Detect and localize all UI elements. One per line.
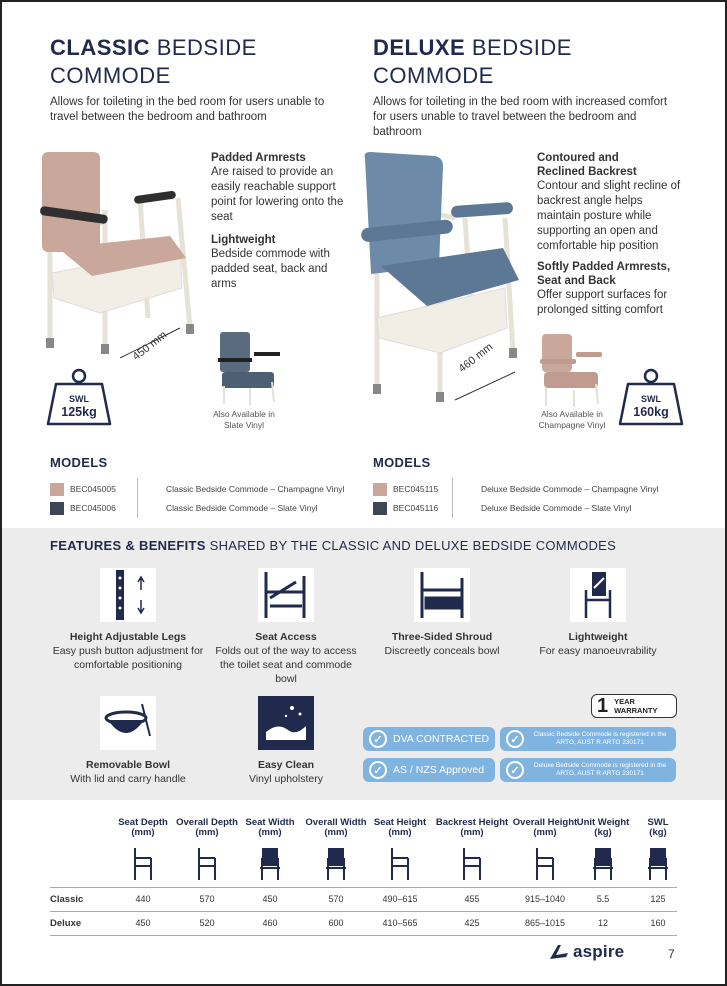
- check-icon: ✓: [506, 761, 524, 779]
- classic-swl-badge: [44, 368, 114, 420]
- feature-desc: Discreetly conceals bowl: [384, 645, 500, 657]
- deluxe-feature-text: Offer support surfaces for prolonged sitting comfort: [537, 289, 668, 316]
- feature-height-adjustable: [50, 568, 206, 672]
- deluxe-feature-heading: Contoured and Reclined Backrest: [537, 152, 637, 178]
- feature-name: Removable Bowl: [85, 759, 171, 771]
- shroud-icon: [414, 568, 470, 622]
- feature-removable-bowl: [50, 696, 206, 786]
- features-title: FEATURES & BENEFITS SHARED BY THE CLASSIC AND DELUXE BEDSIDE COMMODES: [50, 538, 617, 553]
- deluxe-feature-text: Contour and slight recline of backrest angle helps maintain posture while supporting an open and comfortable hip position: [537, 180, 681, 252]
- model-code: BEC045006: [70, 503, 116, 513]
- deluxe-dimension: 460 mm: [456, 341, 496, 375]
- spec-cell: 570: [199, 894, 215, 904]
- table-rule: [50, 887, 677, 888]
- classic-feature-text: Bedside commode with padded seat, back and arms: [211, 248, 330, 290]
- check-icon: ✓: [506, 730, 524, 748]
- deluxe-title: DELUXE BEDSIDE COMMODE: [373, 35, 572, 88]
- color-swatch: [50, 502, 64, 515]
- spec-cell: 865–1015: [524, 918, 566, 928]
- model-row: [373, 500, 632, 516]
- classic-title: CLASSIC BEDSIDE COMMODE: [50, 35, 257, 88]
- spec-cell: 915–1040: [524, 894, 566, 904]
- deluxe-swl-label: SWL: [641, 394, 661, 404]
- model-name: Deluxe Bedside Commode – Slate Vinyl: [481, 503, 632, 513]
- deluxe-also-available: Also Available in Champagne Vinyl: [538, 409, 606, 430]
- deluxe-description: Allows for toileting in the bed room with increased comfort for users unable to travel between the bedroom and bathroom: [373, 96, 668, 138]
- as-nzs-badge: ✓ AS / NZS Approved: [363, 758, 495, 782]
- classic-models-title: MODELS: [50, 455, 108, 470]
- feature-name: Easy Clean: [257, 759, 315, 771]
- page-number: 7: [668, 947, 675, 961]
- spec-chair-icon: [532, 846, 558, 882]
- color-swatch: [50, 483, 64, 496]
- spec-cell: 600: [328, 918, 344, 928]
- feature-desc: With lid and carry handle: [70, 773, 186, 785]
- deluxe-swl-value: 160kg: [633, 405, 669, 419]
- spec-column-header: Backrest Height (mm): [435, 817, 509, 838]
- spec-cell: 425: [464, 918, 480, 928]
- color-swatch: [373, 483, 387, 496]
- spec-chair-icon: [257, 846, 283, 882]
- spec-cell: 5.5: [596, 894, 610, 904]
- spec-row-label: Classic: [50, 894, 84, 905]
- model-name: Classic Bedside Commode – Champagne Vinyl: [166, 484, 345, 494]
- adjustable-leg-icon: [100, 568, 156, 622]
- spec-chair-icon: [645, 846, 671, 882]
- dva-contracted-badge: ✓ DVA CONTRACTED: [363, 727, 495, 751]
- table-rule: [50, 935, 677, 936]
- deluxe-champagne-thumbnail: [536, 332, 606, 408]
- model-code: BEC045116: [393, 503, 439, 513]
- lightweight-chair-icon: [570, 568, 626, 622]
- model-code: BEC045115: [393, 484, 439, 494]
- classic-feature-text: Are raised to provide an easily reachable support point for lowering onto the seat: [211, 166, 344, 223]
- feature-three-sided-shroud: [364, 568, 520, 658]
- model-row: [50, 500, 318, 516]
- model-name: Deluxe Bedside Commode – Champagne Vinyl: [481, 484, 659, 494]
- classic-features: [211, 151, 353, 292]
- spec-column-header: Overall Height (mm): [512, 817, 578, 838]
- classic-artg-badge: ✓ Classic Bedside Commode is registered in the ARTG, AUST R ARTG 230171: [500, 727, 676, 751]
- classic-feature-heading: Lightweight: [211, 234, 276, 246]
- feature-seat-access: [208, 568, 364, 686]
- spec-column-header: Seat Height (mm): [373, 817, 427, 838]
- spec-cell: 440: [135, 894, 151, 904]
- spec-column-header: Seat Width (mm): [245, 817, 295, 838]
- spec-cell: 125: [650, 894, 666, 904]
- spec-chair-icon: [459, 846, 485, 882]
- classic-feature-heading: Padded Armrests: [211, 152, 306, 164]
- spec-chair-icon: [387, 846, 413, 882]
- color-swatch: [373, 502, 387, 515]
- feature-name: Lightweight: [568, 631, 628, 643]
- spec-cell: 160: [650, 918, 666, 928]
- bowl-icon: [100, 696, 156, 750]
- warranty-text: YEAR WARRANTY: [614, 697, 658, 715]
- warranty-number: 1: [597, 694, 609, 717]
- classic-slate-thumbnail: [214, 330, 284, 406]
- spec-column-header: SWL (kg): [647, 817, 669, 838]
- check-icon: ✓: [369, 730, 387, 748]
- feature-name: Seat Access: [255, 631, 317, 643]
- model-name: Classic Bedside Commode – Slate Vinyl: [166, 503, 318, 513]
- table-rule: [50, 911, 677, 912]
- classic-description: Allows for toileting in the bed room for users unable to travel between the bedroom and bathroom: [50, 96, 325, 123]
- spec-row-label: Deluxe: [50, 918, 82, 929]
- spec-chair-icon: [130, 846, 156, 882]
- classic-chair-image: [30, 148, 210, 358]
- aspire-mark-icon: [548, 943, 570, 961]
- deluxe-swl-badge: [616, 368, 686, 420]
- spec-chair-icon: [323, 846, 349, 882]
- classic-swl-label: SWL: [69, 394, 89, 404]
- feature-lightweight: [520, 568, 676, 658]
- spec-cell: 450: [262, 894, 278, 904]
- feature-easy-clean: [208, 696, 364, 786]
- warranty-badge: [591, 694, 677, 718]
- spec-cell: 490–615: [382, 894, 418, 904]
- deluxe-artg-badge: ✓ Deluxe Bedside Commode is registered in the ARTG, AUST R ARTG 230171: [500, 758, 676, 782]
- feature-desc: Easy push button adjustment for comfortable positioning: [52, 645, 204, 671]
- deluxe-chair-image: [355, 148, 535, 408]
- easy-clean-icon: [258, 696, 314, 750]
- spec-cell: 410–565: [382, 918, 418, 928]
- aspire-logo: aspire: [548, 942, 624, 962]
- spec-cell: 460: [262, 918, 278, 928]
- feature-desc: For easy manoeuvrability: [539, 645, 657, 657]
- feature-name: Height Adjustable Legs: [69, 631, 187, 643]
- spec-cell: 450: [135, 918, 151, 928]
- spec-cell: 455: [464, 894, 480, 904]
- seat-access-icon: [258, 568, 314, 622]
- spec-column-header: Unit Weight (kg): [576, 817, 630, 838]
- classic-dimension: 450 mm: [130, 329, 170, 363]
- spec-cell: 12: [597, 918, 608, 928]
- spec-column-header: Seat Depth (mm): [118, 817, 168, 838]
- classic-also-available: Also Available in Slate Vinyl: [213, 409, 275, 430]
- feature-name: Three-Sided Shroud: [391, 631, 493, 643]
- feature-desc: Vinyl upholstery: [249, 773, 323, 785]
- spec-column-header: Overall Width (mm): [305, 817, 367, 838]
- spec-chair-icon: [194, 846, 220, 882]
- model-code: BEC045005: [70, 484, 116, 494]
- feature-desc: Folds out of the way to access the toilet seat and commode bowl: [215, 645, 357, 685]
- model-row: [373, 481, 659, 497]
- spec-chair-icon: [590, 846, 616, 882]
- classic-swl-value: 125kg: [61, 405, 97, 419]
- check-icon: ✓: [369, 761, 387, 779]
- deluxe-feature-heading: Softly Padded Armrests, Seat and Back: [537, 261, 671, 287]
- deluxe-models-title: MODELS: [373, 455, 431, 470]
- model-row: [50, 481, 344, 497]
- spec-cell: 520: [199, 918, 215, 928]
- deluxe-features: [537, 151, 689, 318]
- spec-column-header: Overall Depth (mm): [176, 817, 238, 838]
- spec-cell: 570: [328, 894, 344, 904]
